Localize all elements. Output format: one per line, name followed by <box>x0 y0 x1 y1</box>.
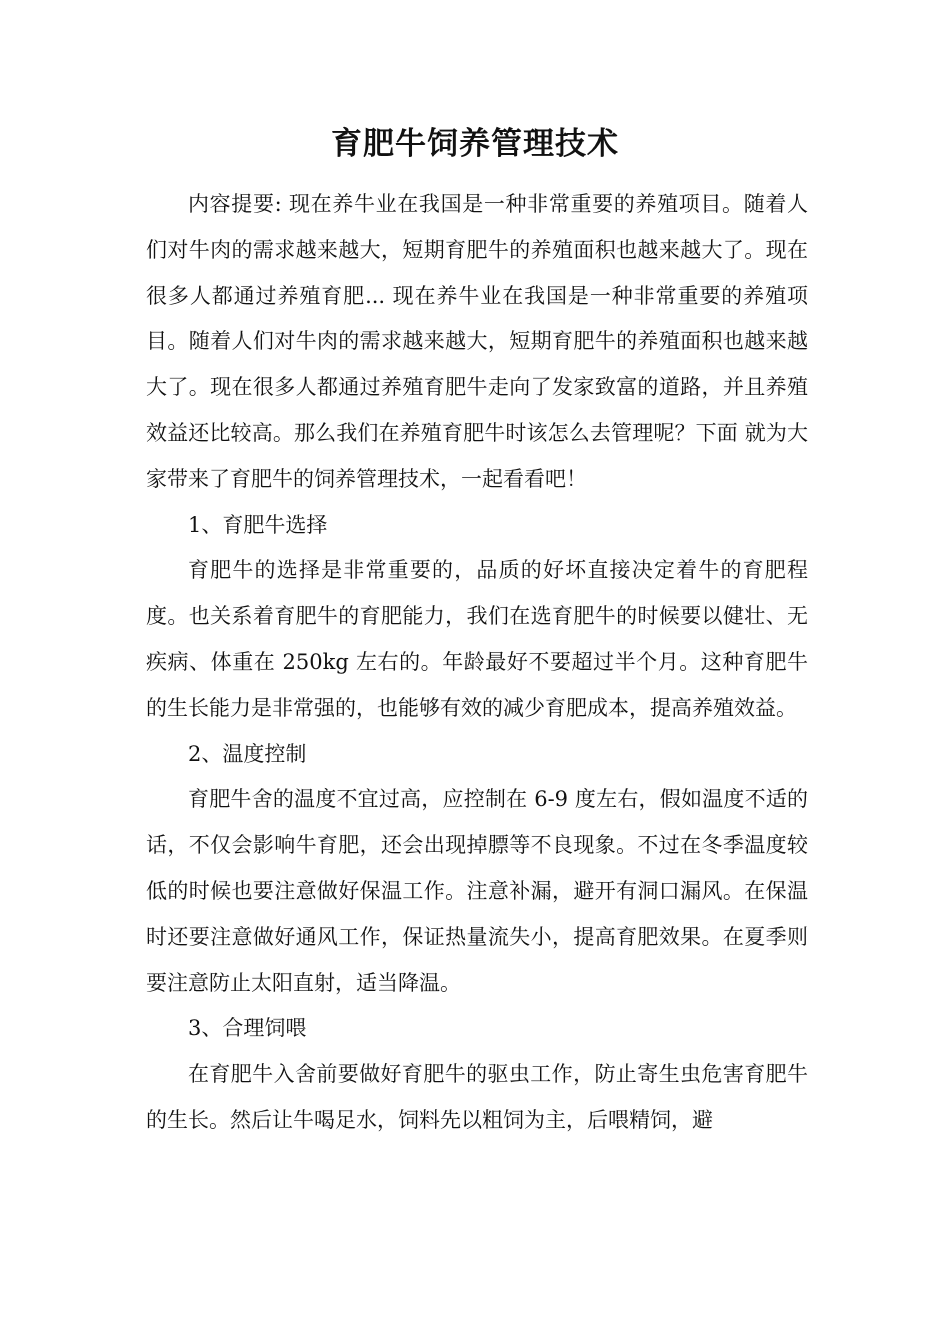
section-heading-2: 2、温度控制 <box>188 741 307 766</box>
document-body <box>146 182 808 1144</box>
document-title: 育肥牛饲养管理技术 <box>331 126 619 162</box>
section-1-paragraph: 育肥牛的选择是非常重要的，品质的好坏直接决定着牛的育肥程度。也关系着育肥牛的育肥能力，我们在选育肥牛的时候要以健壮、无疾病、体重在 250kg 左右的。年龄最好不要超过半个月。这种育肥牛的生长能力是非常强的，也能够有效的减少育肥成本，提高养殖效益。 <box>146 558 808 720</box>
section-heading-1: 1、育肥牛选择 <box>188 512 328 537</box>
section-heading-3: 3、合理饲喂 <box>188 1016 307 1041</box>
section-3-paragraph: 在育肥牛入舍前要做好育肥牛的驱虫工作，防止寄生虫危害育肥牛的生长。然后让牛喝足水，饲料先以粗饲为主，后喂精饲，避 <box>146 1062 808 1132</box>
section-2-paragraph: 育肥牛舍的温度不宜过高，应控制在 6-9 度左右，假如温度不适的话，不仅会影响牛育肥，还会出现掉膘等不良现象。不过在冬季温度较低的时候也要注意做好保温工作。注意补漏，避开有洞口漏风。在保温时还要注意做好通风工作，保证热量流失小，提高育肥效果。在夏季则要注意防止太阳直射，适当降温。 <box>146 787 808 995</box>
intro-paragraph: 内容提要: 现在养牛业在我国是一种非常重要的养殖项目。随着人们对牛肉的需求越来越大，短期育肥牛的养殖面积也越来越大了。现在很多人都通过养殖育肥... 现在养牛业在我国是一种非常重要的养殖项目。随着人们对牛肉的需求越来越大，短期育肥牛的养殖面积也越来越大了。现在很多人都通过养殖育肥牛走向了发家致富的道路，并且养殖效益还比较高。那么我们在养殖育肥牛时该怎么去管理呢？下面 就为大家带来了育肥牛的饲养管理技术，一起看看吧！ <box>146 192 808 491</box>
